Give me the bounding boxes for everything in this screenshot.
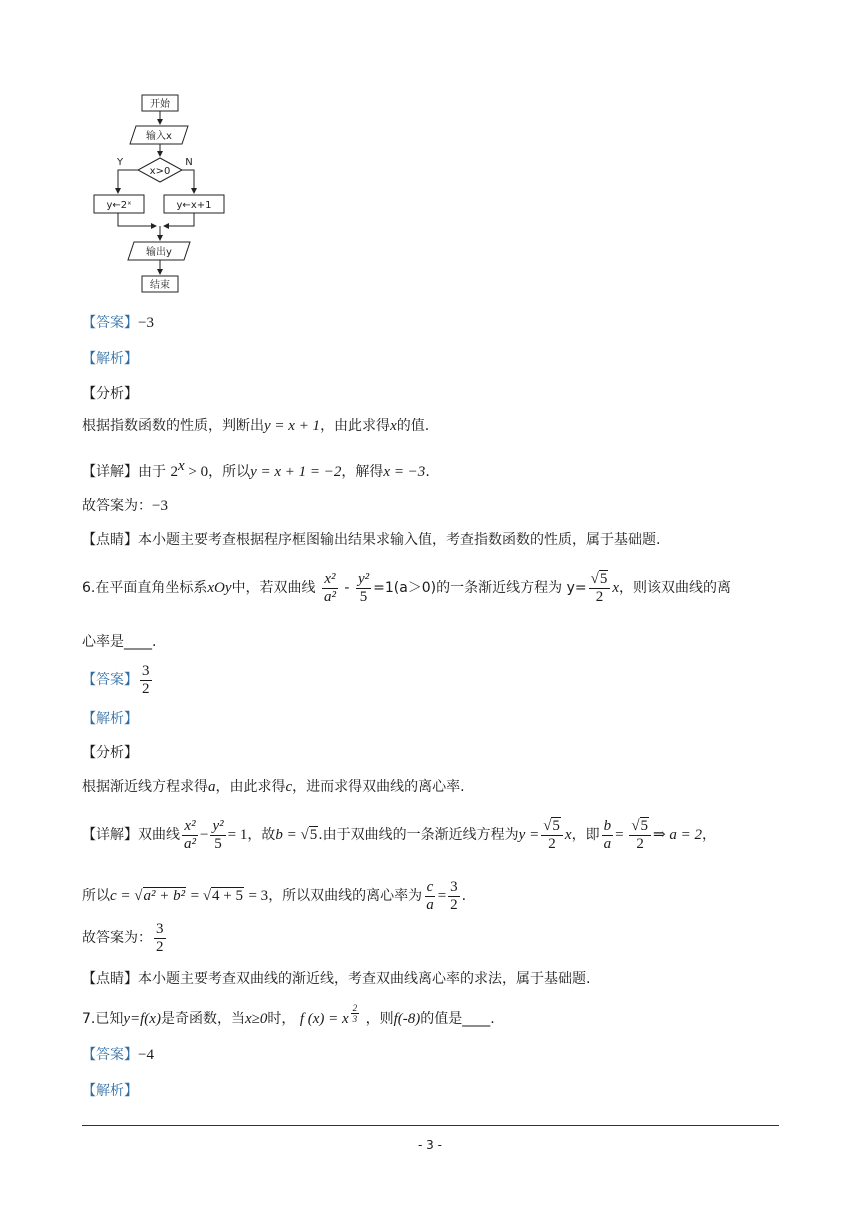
q5-fenxi-text-2: ，由此求得	[320, 418, 391, 434]
q5-final-value: −3	[152, 498, 168, 514]
q5-fenxi-line	[82, 416, 429, 436]
q6-detail-line-2	[82, 876, 466, 916]
q5-answer-value: −3	[138, 315, 154, 331]
q6-fenxi-line	[82, 777, 465, 797]
flow-no-label: N	[185, 157, 193, 168]
flowchart	[90, 90, 240, 296]
q6-detail-x: x	[564, 827, 572, 843]
q6-review-line	[82, 969, 590, 989]
q6-line2-sqrt1: √a² + b²	[130, 888, 186, 904]
q6-detail-b: b =	[275, 827, 297, 843]
q7-text-1: 7.已知	[82, 1011, 124, 1027]
q6-detail-frac-3: $\frac{√5}{2}$	[541, 818, 563, 853]
q6-line2-frac-32: $\frac{3}{2}$	[450, 878, 458, 913]
q6-detail-y: y =	[518, 827, 540, 843]
q5-detail-text-2: ，所以	[208, 464, 251, 480]
q6-detail-a2: ⇒ a = 2	[653, 827, 702, 843]
q5-fenxi-math-2: x	[390, 418, 397, 434]
q6-line2-eq: =	[190, 888, 200, 904]
q5-detail-tag: 【详解】	[82, 464, 138, 480]
flow-left-label: y←2ˣ	[106, 200, 132, 211]
q6-frac-x2a2: $\frac{\text{x²}}{\text{a²}}$	[323, 570, 336, 605]
q7-text-3: 时，	[267, 1011, 296, 1027]
q6-answer-frac: $\frac{3}{2}$	[142, 662, 150, 697]
flow-input-label: 输入x	[146, 131, 172, 142]
q6-fenxi-text: 根据渐近线方程求得	[82, 779, 208, 795]
q5-review-line	[82, 530, 660, 550]
q6-review-text: 本小题主要考查双曲线的渐近线，考查双曲线离心率的求法，属于基础题.	[138, 971, 591, 987]
q5-detail-math-2: y = x + 1 = −2	[250, 464, 342, 480]
q6-detail-text-5: ，	[702, 827, 716, 843]
q6-final-line	[82, 918, 168, 958]
q6-final-label: 故答案为：	[82, 930, 152, 946]
q6-detail-eq1: = 1	[227, 827, 248, 843]
q6-xvar: x	[612, 580, 620, 596]
q6-text-3: =1(a＞0)的一条渐近线方程为 y=	[373, 580, 587, 596]
q6-math-xoy: xOy	[207, 580, 232, 596]
q6-question-line-2: 心率是____.	[82, 634, 157, 650]
q6-detail-text: 双曲线	[138, 827, 180, 843]
q6-line2-eq3: = 3	[248, 888, 269, 904]
q6-fenxi-tag: 【分析】	[82, 745, 138, 761]
q6-text-2: 中，若双曲线	[231, 580, 316, 596]
q5-fenxi-text: 根据指数函数的性质，判断出	[82, 418, 264, 434]
q6-detail-text-2: ，故	[247, 827, 276, 843]
q6-detail-sqrt5: √5	[296, 827, 318, 843]
q5-detail-text-4: .	[425, 464, 430, 480]
q5-analysis-tag: 【解析】	[82, 351, 138, 367]
q5-answer-line	[82, 313, 154, 333]
q7-analysis-tag: 【解析】	[82, 1083, 138, 1099]
q6-question-line	[82, 570, 731, 606]
flow-start-label: 开始	[150, 99, 170, 110]
q5-answer-tag: 【答案】	[82, 315, 138, 331]
flow-right-label: y←x+1	[176, 200, 212, 211]
q6-line2-eq4: =	[437, 888, 447, 904]
q6-line2-text-2: ，所以双曲线的离心率为	[268, 888, 423, 904]
q6-detail-frac-4: $\frac{√5}{2}$	[629, 818, 651, 853]
q5-final-label: 故答案为：	[82, 498, 152, 514]
q6-final-frac: $\frac{3}{2}$	[156, 920, 164, 955]
q7-answer-tag: 【答案】	[82, 1047, 138, 1063]
q6-line2-end: .	[461, 888, 467, 904]
q6-answer-line	[82, 660, 154, 700]
flow-output-label: 输出y	[146, 247, 172, 258]
q6-analysis-tag: 【解析】	[82, 711, 138, 727]
q6-line2-frac-ca: $\frac{c}{a}$	[426, 878, 434, 913]
q6-detail-text-3: .由于双曲线的一条渐近线方程为	[318, 827, 519, 843]
q6-frac-y25: $\frac{\text{y²}}{5}$	[357, 570, 370, 605]
q7-math-2: x≥0	[244, 1011, 268, 1027]
q6-detail-tag: 【详解】	[82, 827, 138, 843]
q5-fenxi-math: y = x + 1	[264, 418, 321, 434]
q7-question-line	[82, 1003, 495, 1034]
q6-minus: -	[344, 580, 350, 596]
q6-text-1: 6.在平面直角坐标系	[82, 580, 208, 596]
q7-math-1: y=f(x)	[123, 1011, 161, 1027]
q5-detail-text-3: ，解得	[341, 464, 384, 480]
q5-detail-line	[82, 456, 430, 482]
q7-answer-line	[82, 1045, 154, 1065]
q6-review-tag: 【点睛】	[82, 971, 138, 987]
flow-end-label: 结束	[150, 280, 170, 291]
q5-detail-math-1: $2^x > 0$	[170, 458, 209, 480]
q6-answer-tag: 【答案】	[82, 672, 138, 688]
q6-detail-frac-ba: $\frac{b}{a}$	[603, 817, 612, 852]
q5-fenxi-text-3: 的值.	[396, 418, 430, 434]
q6-line2-c: c =	[110, 888, 131, 904]
q7-text-4: ，则	[365, 1011, 394, 1027]
q6-detail-line: 【详解】双曲线 $\frac{\text{x²}}{\text{a²}}$ − $\frac{\text{y²}}{5}$ = 1，故b = √5.由于双曲线的一条渐近线方程为y = $\frac{√5}{2}$ x，即 $\frac{b}{a}$ = $\frac{√5}{2}$ ⇒ a = 2，	[82, 817, 716, 852]
q5-detail-math-3: x = −3	[383, 464, 426, 480]
q6-detail-frac-2: $\frac{\text{y²}}{5}$	[212, 817, 224, 852]
q6-detail-frac-1: $\frac{\text{x²}}{\text{a²}}$	[184, 817, 196, 852]
q6-fenxi-a: a	[208, 779, 216, 795]
q5-final-line	[82, 496, 168, 516]
q6-fenxi-text-3: ，进而求得双曲线的离心率.	[292, 779, 465, 795]
q5-fenxi-tag: 【分析】	[82, 386, 138, 402]
q6-line2-text-1: 所以	[82, 888, 110, 904]
q6-text-4: ，则该双曲线的离	[619, 580, 732, 596]
q6-line2-sqrt2: √4 + 5	[199, 888, 244, 904]
q6-fenxi-c: c	[285, 779, 293, 795]
q7-math-3: f(-8)	[393, 1011, 421, 1027]
q7-answer-value: −4	[138, 1047, 154, 1063]
q6-fenxi-text-2: ，由此求得	[215, 779, 286, 795]
q5-review-tag: 【点睛】	[82, 532, 138, 548]
q5-review-text: 本小题主要考查根据程序框图输出结果求输入值，考查指数函数的性质，属于基础题.	[138, 532, 661, 548]
page-number: - 3 -	[418, 1138, 442, 1152]
q7-math-f: f (x) = x $^{\frac{2}{3}}$	[299, 1003, 358, 1027]
q5-detail-text: 由于	[138, 464, 166, 480]
q6-detail-text-4: ，即	[571, 827, 600, 843]
q7-text-5: 的值是____.	[420, 1011, 495, 1027]
flow-condition-label: x>0	[149, 166, 171, 177]
q6-detail-implies: =	[615, 827, 628, 843]
flow-yes-label: Y	[116, 157, 124, 168]
q7-text-2: 是奇函数，当	[160, 1011, 245, 1027]
footer-rule	[82, 1125, 779, 1126]
q6-frac-sqrt5-2: $\frac{√5}{2}$	[589, 571, 611, 606]
